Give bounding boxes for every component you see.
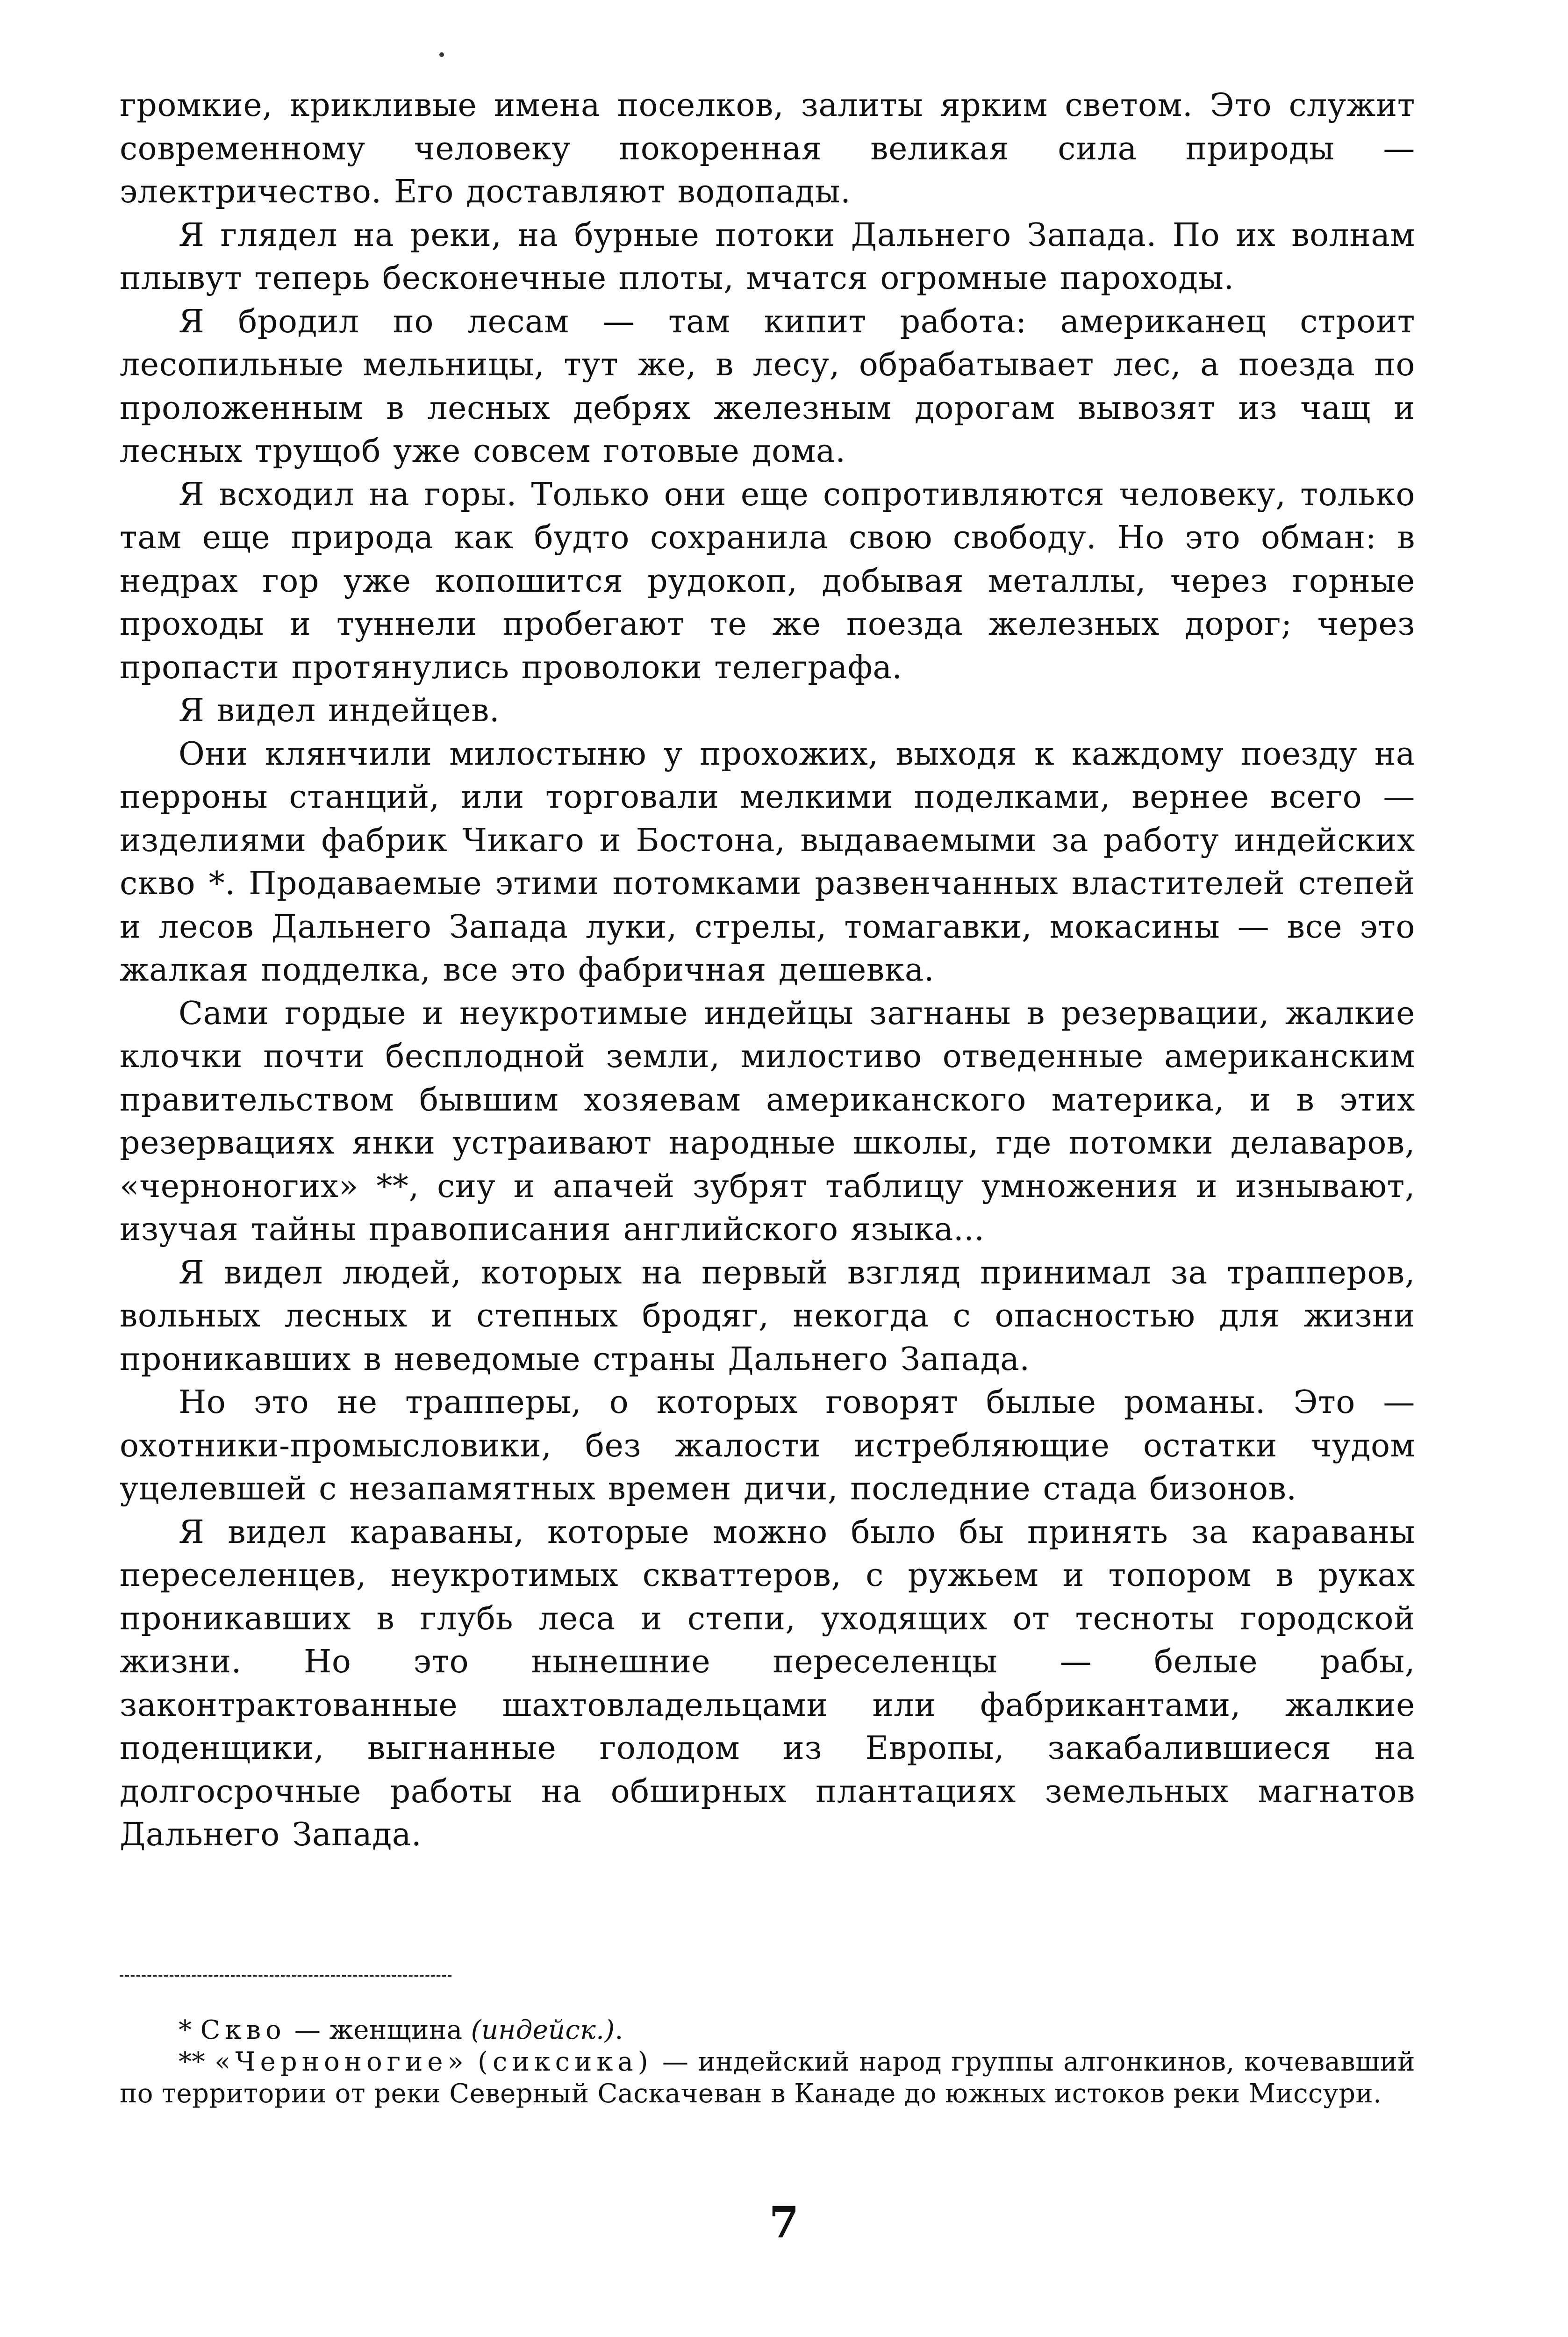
footnote-2 (120, 2046, 1415, 2110)
paragraph: Я глядел на реки, на бурные потоки Дальнего Запада. По их волнам плывут теперь бесконечные плоты, мчатся огромные пароходы. (120, 216, 1415, 297)
paragraph: Но это не трапперы, о которых говорят былые романы. Это — охотники-промысловики, без жалости истребляющие остатки чудом уцелевшей с незапамятных времен дичи, последние стада бизонов. (120, 1384, 1415, 1507)
footnote-2-text: — индейский народ группы алгонкинов, кочевавший по территории от реки Северный Саскачеван в Канаде до южных истоков реки Миссури. (120, 2047, 1415, 2109)
paragraph: громкие, крикливые имена поселков, залиты ярким светом. Это служит современному человеку покоренная великая сила природы — электричество. Его доставляют водопады. (120, 87, 1415, 210)
paragraph: Они клянчили милостыню у прохожих, выходя к каждому поезду на перроны станций, или торговали мелкими поделками, вернее всего — изделиями фабрик Чикаго и Бостона, выдаваемыми за работу индейских скво *. Продаваемые этими потомками развенчанных властителей степей и лесов Дальнего Запада луки, стрелы, томагавки, мокасины — все это жалкая подделка, все это фабричная дешевка. (120, 735, 1415, 989)
page-number: 7 (769, 2197, 799, 2248)
footnote-1-term: Скво (200, 2015, 286, 2045)
paragraph: Я видел людей, которых на первый взгляд принимал за трапперов, вольных лесных и степных бродяг, некогда с опасностью для жизни проникавших в неведомые страны Дальнего Запада. (120, 1254, 1415, 1378)
paragraph: Я всходил на горы. Только они еще сопротивляются человеку, только там еще природа как будто сохранила свою свободу. Но это обман: в недрах гор уже копошится рудокоп, добывая металлы, через горные проходы и туннели пробегают те же поезда железных дорог; через пропасти протянулись проволоки телеграфа. (120, 476, 1415, 686)
paragraph: Я видел индейцев. (179, 692, 500, 729)
footnote-1-source: (индейск.) (471, 2015, 615, 2045)
footnote-separator (120, 1975, 451, 1977)
footnote-1-end: . (615, 2015, 623, 2045)
paragraph: Сами гордые и неукротимые индейцы загнаны в резервации, жалкие клочки почти бесплодной земли, милостиво отведенные американским правительством бывшим хозяевам американского материка, и в этих резервациях янки устраивают народные школы, где потомки делаваров, «черноногих» **, сиу и апачей зубрят таблицу умножения и изнывают, изучая тайны правописания английского языка... (120, 995, 1415, 1248)
footnote-1-marker: * (179, 2015, 192, 2045)
footnote-2-name: (сиксика) (478, 2047, 653, 2077)
footnotes (120, 2014, 1415, 2110)
footnote-2-marker: ** (179, 2047, 205, 2077)
main-text (120, 84, 1415, 1857)
footnote-1-dash: — женщина (286, 2015, 471, 2045)
footnote-2-term: «Черноногие» (215, 2047, 468, 2077)
paragraph: Я видел караваны, которые можно было бы принять за караваны переселенцев, неукротимых скваттеров, с ружьем и топором в руках проникавших в глубь леса и степи, уходящих от тесноты городской жизни. Но это нынешние переселенцы — белые рабы, законтрактованные шахтовладельцами или фабрикантами, жалкие поденщики, выгнанные голодом из Европы, закабалившиеся на долгосрочные работы на обширных плантациях земельных магнатов Дальнего Запада. (120, 1513, 1415, 1853)
paragraph: Я бродил по лесам — там кипит работа: американец строит лесопильные мельницы, тут же, в лесу, обрабатывает лес, а поезда по проложенным в лесных дебрях железным дорогам вывозят из чащ и лесных трущоб уже совсем готовые дома. (120, 303, 1415, 470)
footnote-1 (120, 2014, 1415, 2046)
print-speck (439, 52, 444, 57)
